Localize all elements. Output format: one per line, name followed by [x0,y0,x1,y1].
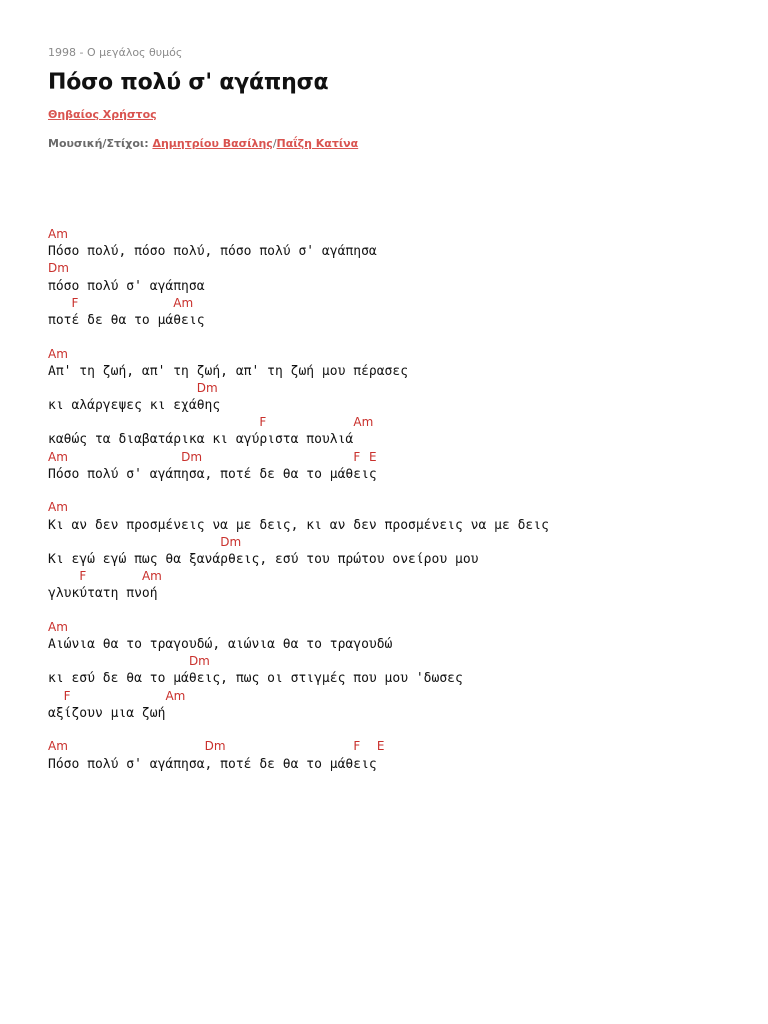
page-title: Πόσο πολύ σ' αγάπησα [48,70,329,95]
stanza [48,499,549,602]
chord-line [48,653,549,670]
chord-e[interactable]: E [369,449,377,464]
chord-am[interactable]: Am [353,415,374,430]
stanza [48,226,549,329]
chord-dm[interactable]: Dm [181,449,203,464]
stanza [48,738,549,772]
chord-am[interactable]: Am [48,619,68,634]
lyric-line: Αιώνια θα το τραγουδώ, αιώνια θα το τραγουδώ [48,637,393,653]
stanza-gap [48,329,549,345]
credits-label: Μουσική/Στίχοι: [48,137,153,150]
chord-am[interactable]: Am [48,227,68,241]
chord-am[interactable]: Am [48,346,68,361]
chord-line [48,346,549,363]
chord-line [48,260,549,277]
chord-dm[interactable]: Dm [188,654,210,669]
chord-line [48,499,549,516]
lyric-line: πόσο πολύ σ' αγάπησα [48,278,205,294]
lyric-line: Απ' τη ζωή, απ' τη ζωή, απ' τη ζωή μου πέρασες [48,363,409,379]
album-label: 1998 - Ο μεγάλος θυμός [48,46,183,59]
chord-f[interactable]: F [79,569,87,584]
artist-line [48,108,157,121]
chord-line [48,449,549,466]
chord-am[interactable]: Am [48,739,68,754]
chord-dm[interactable]: Dm [220,534,242,549]
chord-line [48,688,549,705]
stanza [48,346,549,484]
chord-am[interactable]: Am [48,500,68,515]
chord-f[interactable]: F [353,449,361,464]
stanza-gap [48,722,549,738]
chord-line [48,414,549,431]
song-sheet [48,226,549,773]
chord-am[interactable]: Am [165,688,186,703]
artist-link[interactable]: Θηβαίος Χρήστος [48,108,157,121]
chord-dm[interactable]: Dm [204,739,226,754]
lyric-line: γλυκύτατη πνοή [48,586,158,602]
lyric-line: κι εσύ δε θα το μάθεις, πως οι στιγμές που μου 'δωσες [48,671,463,687]
chord-f[interactable]: F [63,688,71,703]
stanza [48,619,549,722]
lyric-line: Κι αν δεν προσμένεις να με δεις, κι αν δεν προσμένεις να με δεις [48,517,549,533]
lyric-line: Κι εγώ εγώ πως θα ξανάρθεις, εσύ του πρώτου ονείρου μου [48,551,479,567]
chord-line [48,295,549,312]
chord-dm[interactable]: Dm [196,380,218,395]
lyric-line: κι αλάργεψες κι εχάθης [48,398,221,414]
composer-link[interactable]: Δημητρίου Βασίλης [152,137,273,150]
lyric-line: ποτέ δε θα το μάθεις [48,312,205,328]
lyricist-link[interactable]: Παΐζη Κατίνα [276,137,359,150]
chord-f[interactable]: F [259,415,267,430]
credits-line [48,137,358,150]
chord-line [48,380,549,397]
lyric-line: Πόσο πολύ, πόσο πολύ, πόσο πολύ σ' αγάπησα [48,244,377,260]
chord-f[interactable]: F [71,295,79,310]
chord-line [48,738,549,755]
credits-separator: / [272,137,277,150]
chord-line [48,534,549,551]
chord-am[interactable]: Am [173,295,194,310]
chord-f[interactable]: F [353,739,361,754]
lyric-line: καθώς τα διαβατάρικα κι αγύριστα πουλιά [48,432,354,448]
stanza-gap [48,483,549,499]
lyric-line: Πόσο πολύ σ' αγάπησα, ποτέ δε θα το μάθεις [48,466,377,482]
chord-line [48,619,549,636]
stanza-gap [48,603,549,619]
chord-am[interactable]: Am [48,449,68,464]
lyric-line: αξίζουν μια ζωή [48,705,166,721]
chord-line [48,226,549,243]
chord-line [48,568,549,585]
chord-e[interactable]: E [376,739,385,754]
lyric-line: Πόσο πολύ σ' αγάπησα, ποτέ δε θα το μάθεις [48,756,377,772]
chord-am[interactable]: Am [141,569,162,584]
chord-dm[interactable]: Dm [48,261,69,276]
